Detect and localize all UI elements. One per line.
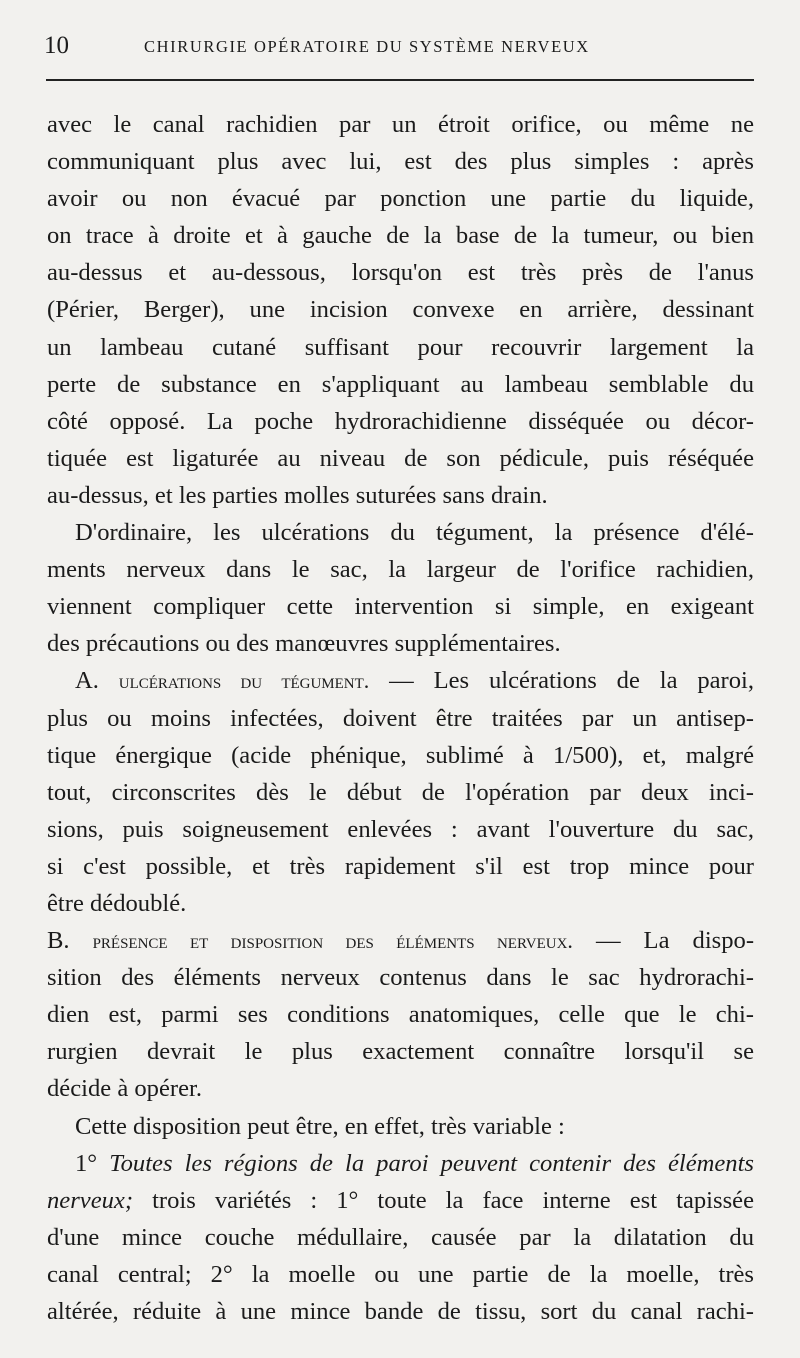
text-line: au-dessus et au-dessous, lorsqu'on est très près de l'anus [47, 259, 754, 287]
body-text [47, 106, 754, 1330]
text-line: (Périer, Berger), une incision convexe en arrière, dessinant [47, 296, 754, 324]
text-line: tout, circonscrites dès le début de l'opération par deux inci- [47, 778, 754, 806]
text-line: un lambeau cutané suffisant pour recouvrir largement la [47, 333, 754, 361]
text-line: canal central; 2° la moelle ou une partie de la moelle, très [47, 1260, 754, 1288]
section-text: — La dispo- [572, 927, 755, 955]
running-title: CHIRURGIE OPÉRATOIRE DU SYSTÈME NERVEUX [144, 37, 590, 56]
header-rule [46, 79, 754, 81]
page-header [44, 30, 754, 64]
section-heading-line [47, 662, 754, 699]
text-line: au-dessus, et les parties molles suturées sans drain. [47, 481, 548, 509]
page-number: 10 [44, 32, 69, 59]
text-line: tiquée est ligaturée au niveau de son pédicule, puis réséquée [47, 444, 754, 472]
text-line: avec le canal rachidien par un étroit orifice, ou même ne [47, 111, 754, 138]
text-line: dien est, parmi ses conditions anatomiques, celle que le chi- [47, 1001, 754, 1029]
text-line: tique énergique (acide phénique, sublimé à 1/500), et, malgré [47, 741, 754, 769]
text-line: viennent compliquer cette intervention si simple, en exigeant [47, 593, 754, 621]
text-line: sions, puis soigneusement enlevées : avant l'ouverture du sac, [47, 815, 754, 843]
item-title-end: nerveux; [47, 1186, 134, 1214]
section-title: présence et disposition des éléments nerveux. [92, 928, 573, 954]
text-line: des précautions ou des manœuvres supplémentaires. [47, 630, 561, 658]
text-line: communiquant plus avec lui, est des plus simples : après [47, 148, 754, 176]
text-line: perte de substance en s'appliquant au lambeau semblable du [47, 370, 754, 398]
section-text: — Les ulcérations de la paroi, [369, 667, 755, 695]
item-title: Toutes les régions de la paroi peuvent contenir des éléments [109, 1149, 754, 1177]
text-line: si c'est possible, et très rapidement s'il est trop mince pour [47, 852, 754, 880]
section-letter: A. [75, 667, 119, 695]
text-line: décide à opérer. [47, 1075, 202, 1103]
text-line: d'une mince couche médullaire, causée par la dilatation du [47, 1223, 754, 1251]
text-line: altérée, réduite à une mince bande de tissu, sort du canal rachi- [47, 1298, 754, 1325]
text-line: ments nerveux dans le sac, la largeur de l'orifice rachidien, [47, 556, 754, 584]
text-line: D'ordinaire, les ulcérations du tégument, la présence d'élé- [75, 519, 754, 547]
text-line: Cette disposition peut être, en effet, très variable : [75, 1112, 565, 1140]
item-text: trois variétés : 1° toute la face interne est tapissée [133, 1186, 754, 1214]
text-line: côté opposé. La poche hydrorachidienne disséquée ou décor- [47, 407, 754, 435]
text-line: sition des éléments nerveux contenus dans le sac hydrorachi- [47, 964, 754, 992]
section-heading-line [47, 922, 754, 959]
text-line: être dédoublé. [47, 889, 187, 917]
numbered-item-line [47, 1182, 754, 1219]
text-line: rurgien devrait le plus exactement connaître lorsqu'il se [47, 1038, 754, 1066]
numbered-item-line [47, 1145, 754, 1182]
text-line: plus ou moins infectées, doivent être traitées par un antisep- [47, 704, 754, 732]
section-title: ulcérations du tégument. [118, 668, 370, 694]
text-line: avoir ou non évacué par ponction une partie du liquide, [47, 185, 754, 213]
item-number: 1° [75, 1149, 110, 1177]
section-letter: B. [47, 927, 93, 955]
text-line: on trace à droite et à gauche de la base de la tumeur, ou bien [47, 222, 754, 250]
